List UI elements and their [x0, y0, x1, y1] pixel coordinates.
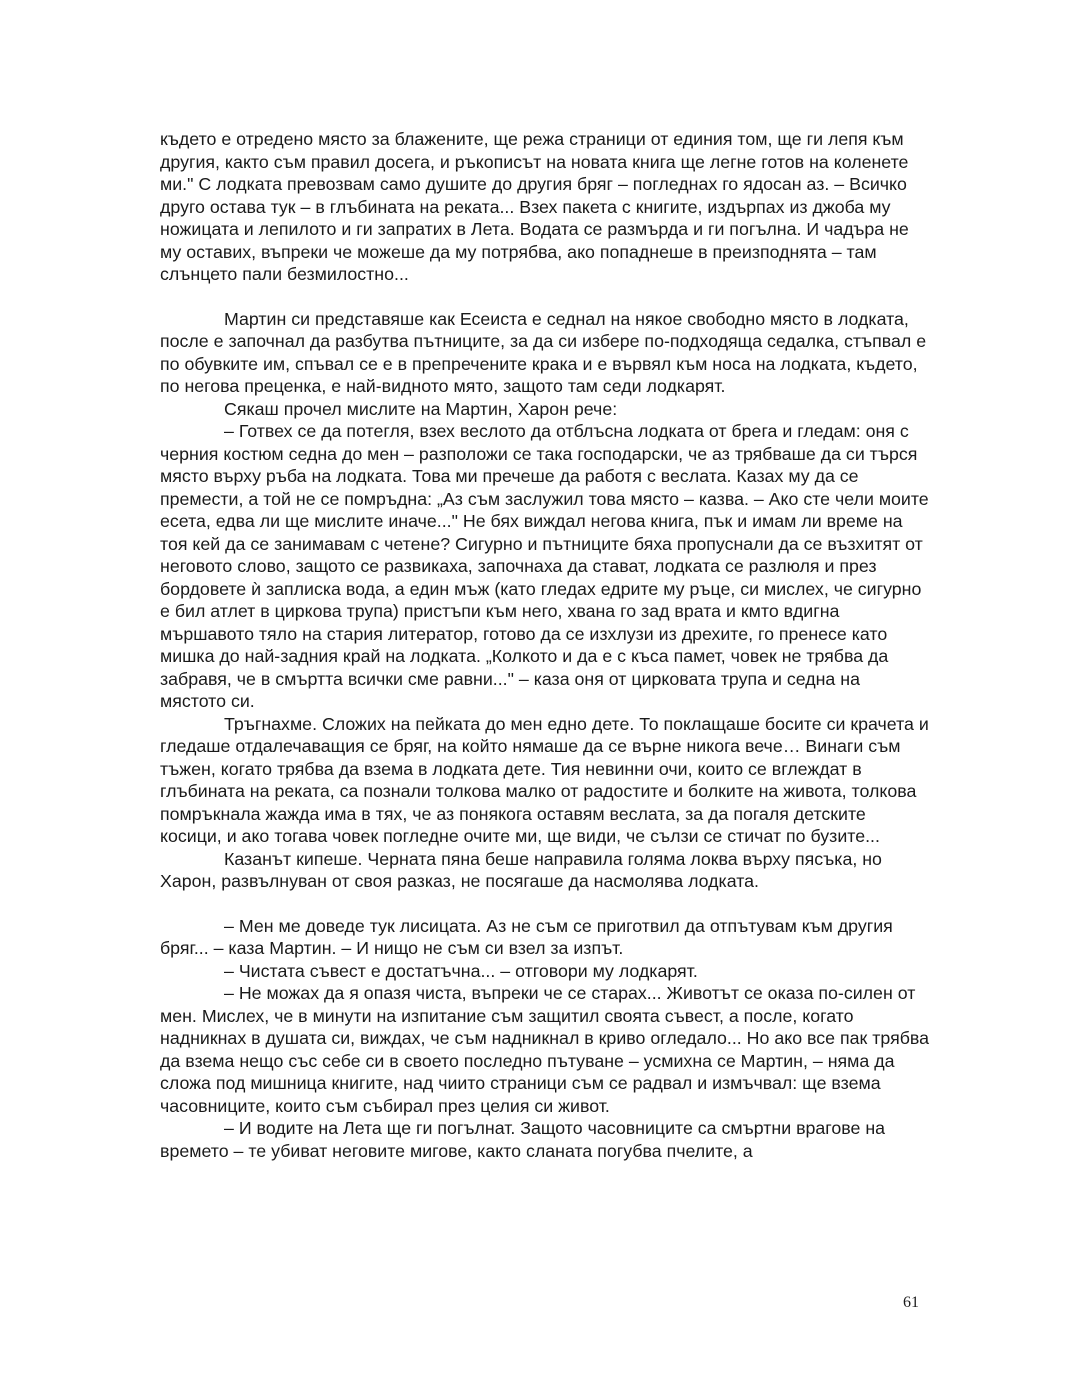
paragraph: Мартин си представяше как Есеиста е седнал на някое свободно място в лодката, после е започнал да разбутва пътниците, за да си избере по-подходяща седалка, стъпвал е по обувките им, спъвал се е в препречените крака и е вървял към носа на лодката, където, по негова преценка, е най-видното мято, защото там седи лодкарят.: [160, 308, 927, 396]
body-text: [160, 128, 930, 1162]
paragraph: Сякаш прочел мислите на Мартин, Харон рече:: [224, 398, 618, 419]
paragraph: – Не можах да я опазя чиста, въпреки че се старах... Животът се оказа по-силен от мен. Мислех, че в минути на изпитание съм защитил своята съвест, а после, когато надникнах в душата си, виждах, че съм надникнал в криво огледало... Но ако все пак трябва да взема нещо със себе си в своето последно пътуване – усмихна се Мартин, – няма да сложа под мишница книгите, над чиито страници съм се радвал и измъчвал: ще взема часовниците, които съм събирал през целия си живот.: [160, 983, 930, 1116]
page-number: 61: [903, 1294, 919, 1311]
paragraph: – Мен ме доведе тук лисицата. Аз не съм се приготвил да отпътувам към другия бряг... – каза Мартин. – И нищо не съм си взел за изпът.: [160, 915, 893, 958]
paragraph: – И водите на Лета ще ги погълнат. Защото часовниците са смъртни врагове на времето – те убиват неговите мигове, както сланата погубва пчелите, а: [160, 1118, 886, 1161]
paragraph: – Чистата съвест е достатъчна... – отговори му лодкарят.: [224, 960, 698, 981]
paragraph: където е отредено място за блажените, ще режа страници от единия том, ще ги лепя към другия, както съм правил досега, и ръкописът на новата книга ще легне готов на коленете ми." С лодката превозвам само душите до другия бряг – погледнах го ядосан аз. – Всичко друго остава тук – в глъбината на реката... Взех пакета с книгите, издърпах из джоба му ножицата и лепилото и ги запратих в Лета. Водата се размърда и ги погълна. И чадъра не му оставих, въпреки че можеше да му потрябва, ако попаднеше в преизподнята – там слънцето пали безмилостно...: [160, 129, 909, 284]
paragraph: Тръгнахме. Сложих на пейката до мен едно дете. То поклащаше босите си крачета и гледаше отдалечаващия се бряг, на който нямаше да се върне никога вече… Винаги съм тъжен, когато трябва да взема в лодката дете. Тия невинни очи, които се вглеждат в глъбината на реката, са познали толкова малко от радостите и болките на живота, толкова помръкнала жажда има в тях, че аз понякога оставям веслата, за да погаля детските косици, и ако тогава човек погледне очите ми, ще види, че сълзи се стичат по бузите...: [160, 713, 929, 846]
paragraph: Казанът кипеше. Черната пяна беше направила голяма локва върху пясъка, но Харон, развълнуван от своя разказ, не посягаше да насмолява лодката.: [160, 848, 882, 891]
paragraph: – Готвех се да потегля, взех веслото да отблъсна лодката от брега и гледам: оня с черния костюм седна до мен – разположи се така господарски, че аз трябваше да си търся място върху ръба на лодката. Това ми пречеше да работя с веслата. Казах му да се премести, а той не се помръдна: „Аз съм заслужил това място – казва. – Ако сте чели моите есета, едва ли ще мислите иначе..." Не бях виждал негова книга, пък и имам ли време на тоя кей да се занимавам с четене? Сигурно и пътниците бяха пропуснали да се възхитят от неговото слово, защото се развикаха, започнаха да стават, лодката се разлюля и през бордовете ѝ заплиска вода, а един мъж (като гледах едрите му ръце, си мислех, че сигурно е бил атлет в циркова трупа) пристъпи към него, хвана го зад врата и кмто вдигна мършавото тяло на стария литератор, готово да се изхлузи из дрехите, го пренесе като мишка до най-задния край на лодката. „Колкото и да е с къса памет, човек не трябва да забравя, че в смъртта всички сме равни..." – каза оня от цирковата трупа и седна на мястото си.: [160, 421, 929, 711]
